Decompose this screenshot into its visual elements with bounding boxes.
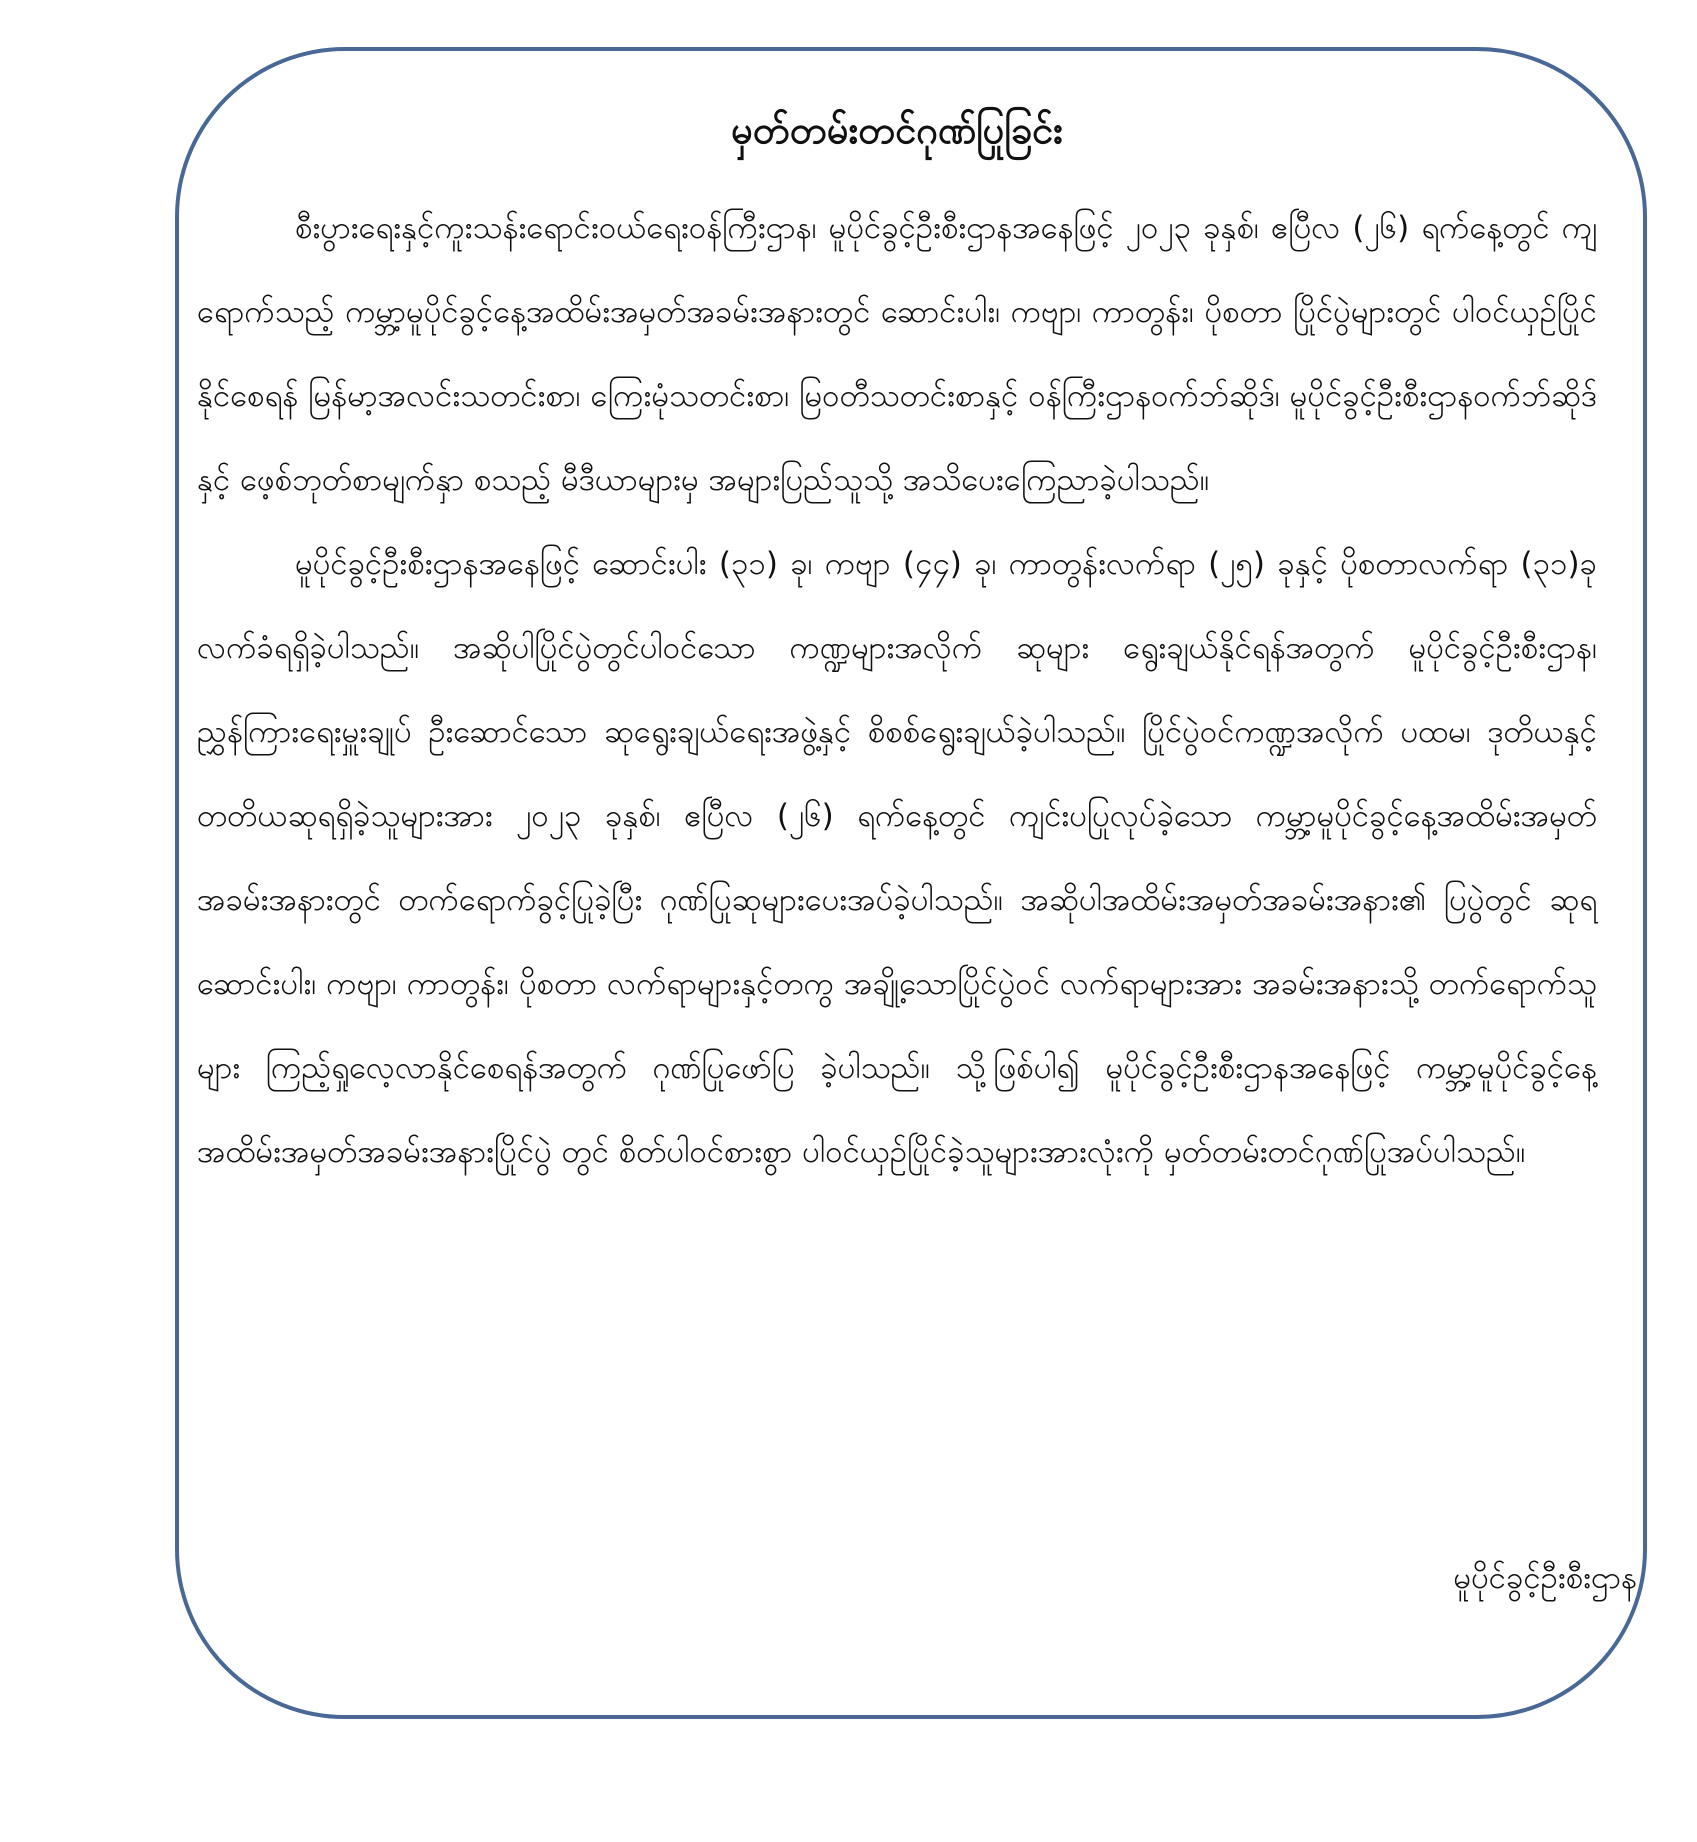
paragraph-announcement: စီးပွားရေးနှင့်ကူးသန်းရောင်းဝယ်ရေးဝန်ကြီးဌာန၊ မူပိုင်ခွင့်ဦးစီးဌာနအနေဖြင့် ၂၀၂၃ ခုနှစ်၊ ဧပြီလ (၂၆) ရက်နေ့တွင် ကျရောက်သည့် ကမ္ဘာ့မူပိုင်ခွင့်နေ့အထိမ်းအမှတ်အခမ်းအနားတွင် ဆောင်းပါး၊ ကဗျာ၊ ကာတွန်း၊ ပိုစတာ ပြိုင်ပွဲများတွင် ပါဝင်ယှဉ်ပြိုင်နိုင်စေရန် မြန်မာ့အလင်းသတင်းစာ၊ ကြေးမုံသတင်းစာ၊ မြဝတီသတင်းစာနှင့် ဝန်ကြီးဌာနဝက်ဘ်ဆိုဒ်၊ မူပိုင်ခွင့်ဦးစီးဌာနဝက်ဘ်ဆိုဒ်နှင့် ဖေ့စ်ဘုတ်စာမျက်နှာ စသည့် မီဒီယာများမှ အများပြည်သူသို့ အသိပေးကြေညာခဲ့ပါသည်။ bbox=[197, 210, 1597, 498]
certificate-body bbox=[197, 100, 1597, 1194]
issuer-signature: မူပိုင်ခွင့်ဦးစီးဌာန bbox=[1453, 1560, 1637, 1596]
paragraph-results: မူပိုင်ခွင့်ဦးစီးဌာနအနေဖြင့် ဆောင်းပါး (၃၁) ခု၊ ကဗျာ (၄၄) ခု၊ ကာတွန်းလက်ရာ (၂၅) ခုနှင့် ပိုစတာလက်ရာ (၃၁)ခု လက်ခံရရှိခဲ့ပါသည်။ အဆိုပါပြိုင်ပွဲတွင်ပါဝင်သော ကဏ္ဍများအလိုက် ဆုများ ရွေးချယ်နိုင်ရန်အတွက် မူပိုင်ခွင့်ဦးစီးဌာန၊ ညွှန်ကြားရေးမှူးချုပ် ဦးဆောင်သော ဆုရွေးချယ်ရေးအဖွဲ့နှင့် စိစစ်ရွေးချယ်ခဲ့ပါသည်။ ပြိုင်ပွဲဝင်ကဏ္ဍအလိုက် ပထမ၊ ဒုတိယနှင့် တတိယဆုရရှိခဲ့သူများအား ၂၀၂၃ ခုနှစ်၊ ဧပြီလ (၂၆) ရက်နေ့တွင် ကျင်းပပြုလုပ်ခဲ့သော ကမ္ဘာ့မူပိုင်ခွင့်နေ့အထိမ်းအမှတ်အခမ်းအနားတွင် တက်ရောက်ခွင့်ပြုခဲ့ပြီး ဂုဏ်ပြုဆုများပေးအပ်ခဲ့ပါသည်။ အဆိုပါအထိမ်းအမှတ်အခမ်းအနား၏ ပြပွဲတွင် ဆုရဆောင်းပါး၊ ကဗျာ၊ ကာတွန်း၊ ပိုစတာ လက်ရာများနှင့်တကွ အချို့သောပြိုင်ပွဲဝင် လက်ရာများအား အခမ်းအနားသို့ တက်ရောက်သူများ ကြည့်ရှုလေ့လာနိုင်စေရန်အတွက် ဂုဏ်ပြုဖော်ပြ ခဲ့ပါသည်။ သို့ဖြစ်ပါ၍ မူပိုင်ခွင့်ဦးစီးဌာနအနေဖြင့် ကမ္ဘာ့မူပိုင်ခွင့်နေ့အထိမ်းအမှတ်အခမ်းအနားပြိုင်ပွဲ တွင် စိတ်ပါဝင်စားစွာ ပါဝင်ယှဉ်ပြိုင်ခဲ့သူများအားလုံးကို မှတ်တမ်းတင်ဂုဏ်ပြုအပ်ပါသည်။ bbox=[197, 546, 1597, 1170]
certificate-title: မှတ်တမ်းတင်ဂုဏ်ပြုခြင်း bbox=[731, 108, 1063, 152]
